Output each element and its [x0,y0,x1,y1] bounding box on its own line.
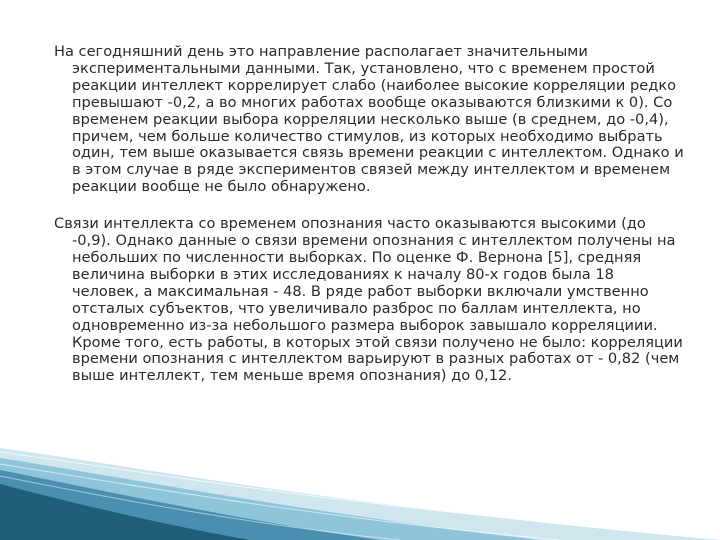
paragraph-1: На сегодняшний день это направление располагает значительными экспериментальными данными. Так, установлено, что с временем простой реакции интеллект коррелирует слабо (наиболее высокие корреляции редко превышают -0,2, а во многих работах вообще оказываются близкими к 0). Со временем реакции выбора корреляции несколько выше (в среднем, до -0,4), причем, чем больше количество стимулов, из которых необходимо выбрать один, тем выше оказывается связь времени реакции с интеллектом. Однако и в этом случае в ряде экспериментов связей между интеллектом и временем реакции вообще не было обнаружено. [54,43,684,196]
paragraph-2: Связи интеллекта со временем опознания часто оказываются высокими (до -0,9). Однако данные о связи времени опознания с интеллектом получены на небольших по численности выборках. По оценке Ф. Вернона [5], средняя величина выборки в этих исследованиях к началу 80-х годов была 18 человек, а максимальная - 48. В ряде работ выборки включали умственно отсталых субъектов, что увеличивало разброс по баллам интеллекта, но одновременно из-за небольшого размера выборок завышало корреляциии. Кроме того, есть работы, в которых этой связи получено не было: корреляции времени опознания с интеллектом варьируют в разных работах от - 0,82 (чем выше интеллект, тем меньше время опознания) до 0,12. [54,215,683,385]
